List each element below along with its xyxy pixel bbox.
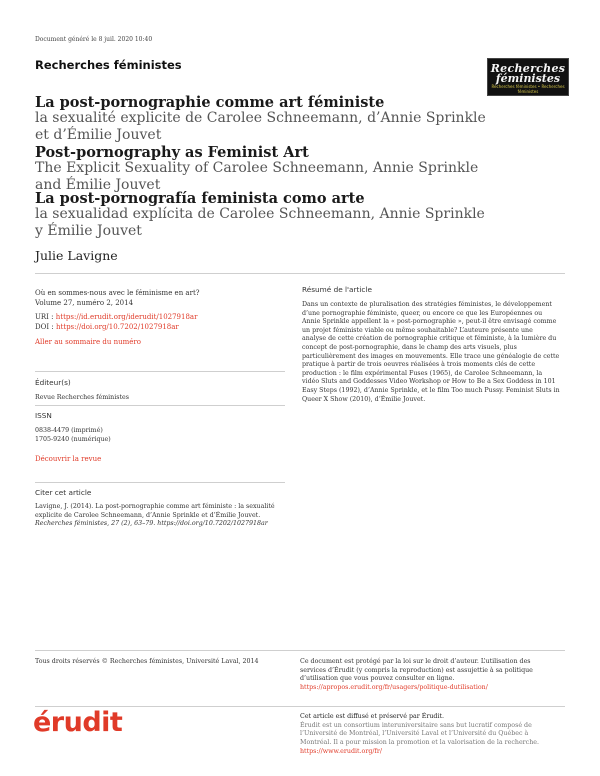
- subtitle-fr: [35, 110, 486, 144]
- issn-heading: ISSN: [35, 411, 52, 420]
- title-fr: La post-pornographie comme art féministe: [35, 94, 385, 111]
- journal-name: Recherches féministes: [35, 58, 182, 72]
- summary-link[interactable]: Aller au sommaire du numéro: [35, 338, 141, 346]
- subtitle-fr-line-2: et d’Émilie Jouvet: [35, 127, 162, 143]
- subtitle-es-line-1: la sexualidad explícita de Carolee Schneemann, Annie Sprinkle: [35, 206, 485, 222]
- issue-info: [35, 288, 285, 347]
- journal-logo[interactable]: [487, 58, 569, 96]
- copyright-line-2: services d’Érudit (y compris la reproduction) est assujettie à sa politique: [300, 666, 533, 674]
- subtitle-es: [35, 206, 485, 240]
- discover-link[interactable]: Découvrir la revue: [35, 455, 102, 463]
- abstract-line: Queer X Show (2010), d’Émilie Jouvet.: [302, 395, 426, 403]
- subtitle-en-line-1: The Explicit Sexuality of Carolee Schneemann, Annie Sprinkle: [35, 160, 479, 176]
- subtitle-es-line-2: y Émilie Jouvet: [35, 223, 142, 239]
- distribution-line-1: Érudit est un consortium interuniversitaire sans but lucratif composé de: [300, 721, 532, 729]
- title-en: Post-pornography as Feminist Art: [35, 144, 309, 161]
- abstract-line: Easy Steps (1992), d’Annie Sprinkle, et le film Too much Pussy. Feminist Sluts in: [302, 386, 560, 394]
- uri-link[interactable]: https://id.erudit.org/iderudit/1027918ar: [55, 313, 198, 321]
- abstract-heading: Résumé de l'article: [302, 285, 372, 294]
- erudit-link[interactable]: https://www.erudit.org/fr/: [300, 748, 382, 756]
- abstract-line: concept de post-pornographie, dans le champ des arts visuels, plus: [302, 343, 517, 351]
- subtitle-en-line-2: and Émilie Jouvet: [35, 177, 161, 193]
- uri-label: URI :: [35, 313, 56, 321]
- distribution-heading: Cet article est diffusé et préservé par Érudit.: [300, 713, 444, 720]
- generated-date: Document généré le 8 juil. 2020 10:40: [35, 36, 153, 43]
- citation-line-1: Lavigne, J. (2014). La post-pornographie comme art féministe : la sexualité: [35, 503, 275, 510]
- publisher-heading: Éditeur(s): [35, 378, 71, 387]
- citation-line-3: Recherches féministes, 27 (2), 63–79. https://doi.org/10.7202/1027918ar: [35, 520, 268, 528]
- abstract-line: analyse de cette création de pornographie critique et féministe, à la lumière du: [302, 335, 557, 343]
- doi-row: [35, 322, 285, 332]
- doi-label: DOI :: [35, 323, 56, 331]
- issue-volume: Volume 27, numéro 2, 2014: [35, 299, 134, 307]
- issn-digital: 1705-9240 (numérique): [35, 436, 111, 443]
- logo-line-2: féministes: [495, 72, 561, 85]
- logo-tagline: Recherches féministes • Recherches féministes: [491, 84, 565, 94]
- abstract-text: [302, 301, 570, 404]
- abstract-line: Annie Sprinkle appellent la « post-pornographie », peut-il être envisagé comme: [302, 318, 557, 326]
- abstract-line: pratique à partir de trois oeuvres réalisées à trois moments clés de cette: [302, 361, 536, 369]
- citation-line-2: explicite de Carolee Schneemann, d’Annie Sprinkle et d’Émilie Jouvet.: [35, 511, 261, 519]
- distribution-line-2: l’Université de Montréal, l’Université Laval et l’Université du Québec à: [300, 730, 529, 738]
- abstract-line: production : le film expérimental Fuses (1965), de Carolee Schneemann, la: [302, 369, 543, 377]
- abstract-line: un projet féministe viable ou même souhaitable? L’auteure présente une: [302, 326, 533, 334]
- cite-heading: Citer cet article: [35, 488, 92, 497]
- copyright-line-1: Ce document est protégé par la loi sur le droit d’auteur. L’utilisation des: [300, 658, 531, 665]
- citation: [35, 503, 290, 529]
- policy-link[interactable]: https://apropos.erudit.org/fr/usagers/politique-dutilisation/: [300, 683, 488, 691]
- subtitle-fr-line-1: la sexualité explicite de Carolee Schneemann, d’Annie Sprinkle: [35, 110, 486, 126]
- distribution-notice: [300, 713, 568, 757]
- erudit-logo[interactable]: érudit: [33, 707, 123, 738]
- logo-line-1: Recherches: [490, 62, 566, 75]
- doi-link[interactable]: https://doi.org/10.7202/1027918ar: [55, 323, 179, 331]
- issn-print: 0838-4479 (imprimé): [35, 427, 103, 434]
- publisher-name: Revue Recherches féministes: [35, 394, 129, 401]
- abstract-line: vidéo Sluts and Goddesses Video Workshop or How to Be a Sex Goddess in 101: [302, 378, 556, 386]
- title-es: La post-pornografía feminista como arte: [35, 190, 365, 207]
- distribution-line-3: Montréal. Il a pour mission la promotion et la valorisation de la recherche.: [300, 738, 539, 746]
- author: Julie Lavigne: [35, 248, 118, 263]
- uri-row: [35, 312, 285, 322]
- copyright-notice: [300, 658, 568, 692]
- issue-title: Où en sommes-nous avec le féminisme en art?: [35, 289, 200, 297]
- abstract-line: Dans un contexte de pluralisation des stratégies féministes, le développement: [302, 301, 552, 308]
- rights-notice: Tous droits réservés © Recherches féministes, Université Laval, 2014: [35, 658, 259, 665]
- abstract-line: particulièrement des images en mouvements. Elle trace une généalogie de cette: [302, 352, 560, 360]
- abstract-line: d’une pornographie féministe, queer, ou encore ce que les Européennes ou: [302, 309, 543, 317]
- copyright-line-3: d’utilisation que vous pouvez consulter en ligne.: [300, 675, 455, 683]
- subtitle-en: [35, 160, 478, 194]
